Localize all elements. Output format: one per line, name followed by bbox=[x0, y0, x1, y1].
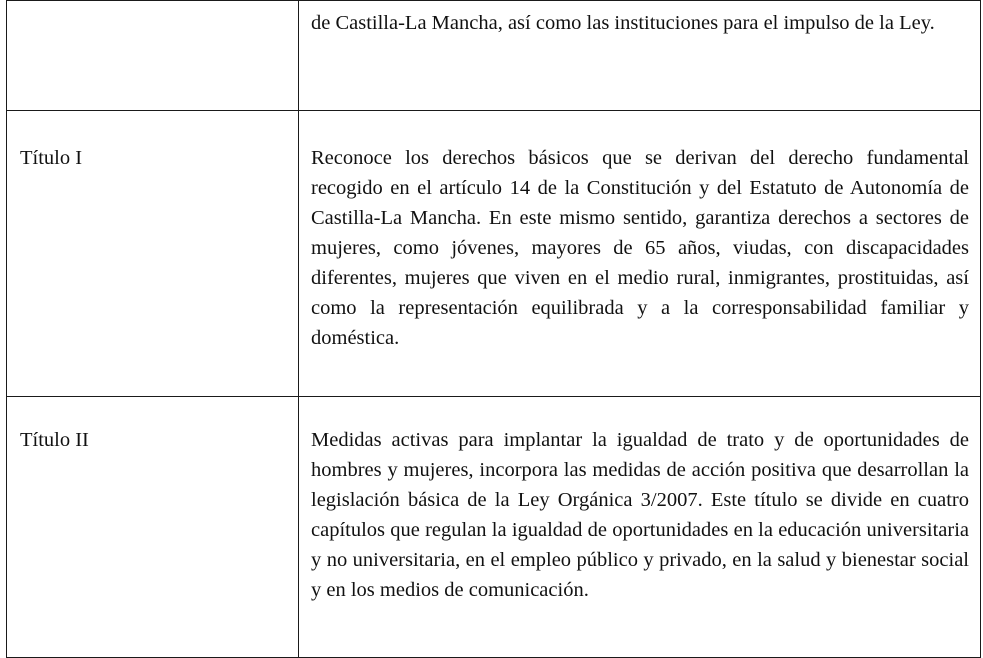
row-title-cell bbox=[7, 397, 299, 658]
row-title: Título II bbox=[20, 429, 89, 451]
law-titles-table bbox=[6, 0, 981, 658]
row-description: Medidas activas para implantar la igualdad de trato y de oportunidades de hombres y mujeres, incorpora las medidas de acción positiva que desarrollan la legislación básica de la Ley Orgánica 3/2007. Este título se divide en cuatro capítulos que regulan la igualdad de oportunidades en la educación universitaria y no universitaria, en el empleo público y privado, en la salud y bienestar social y en los medios de comunicación. bbox=[311, 429, 969, 601]
table-row bbox=[7, 111, 981, 397]
table-row bbox=[7, 1, 981, 111]
row-description-cell bbox=[299, 1, 981, 111]
row-title-cell bbox=[7, 1, 299, 111]
row-description-cell bbox=[299, 397, 981, 658]
row-description: Reconoce los derechos básicos que se derivan del derecho fundamental recogido en el artículo 14 de la Constitución y del Estatuto de Autonomía de Castilla-La Mancha. En este mismo sentido, garantiza derechos a sectores de mujeres, como jóvenes, mayores de 65 años, viudas, con discapacidades diferentes, mujeres que viven en el medio rural, inmigrantes, prostituidas, así como la representación equilibrada y a la corresponsabilidad familiar y doméstica. bbox=[311, 147, 969, 349]
row-title-cell bbox=[7, 111, 299, 397]
row-description-cell bbox=[299, 111, 981, 397]
table-row bbox=[7, 397, 981, 658]
row-description: de Castilla-La Mancha, así como las instituciones para el impulso de la Ley. bbox=[311, 12, 935, 34]
row-title: Título I bbox=[20, 147, 83, 169]
